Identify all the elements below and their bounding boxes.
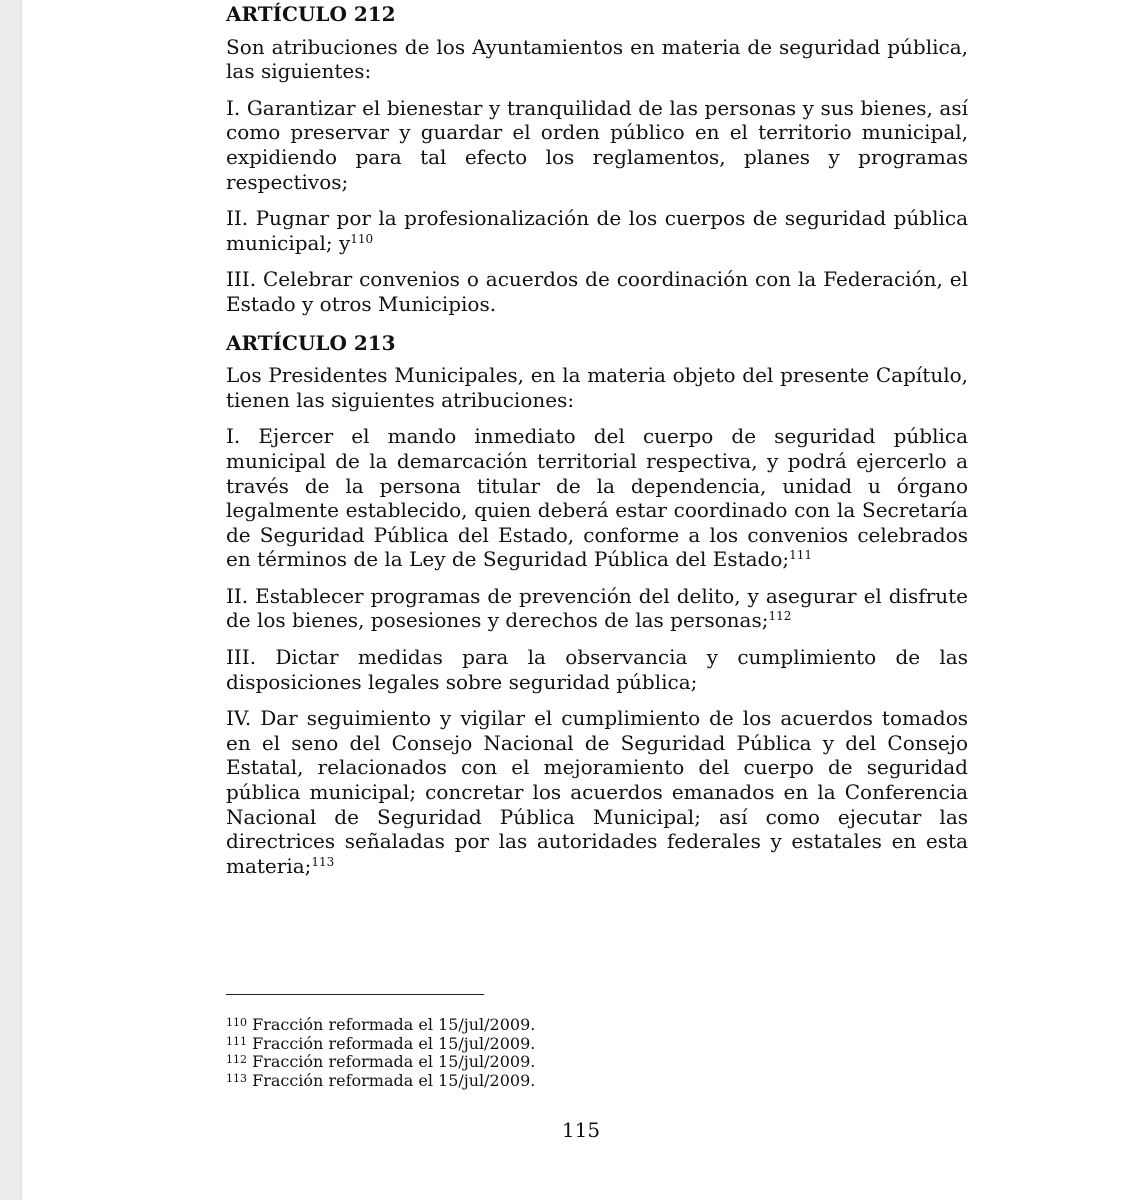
article-heading: ARTÍCULO 212	[226, 2, 396, 26]
footnote-reference: 113	[311, 854, 335, 869]
footnote-number: 112	[226, 1053, 247, 1067]
article-fraction: III. Celebrar convenios o acuerdos de coordinación con la Federación, el Estado y otros Municipios.	[226, 267, 968, 316]
article-fraction: III. Dictar medidas para la observancia y cumplimiento de las disposiciones legales sobre seguridad pública;	[226, 645, 968, 694]
footnote-text: Fracción reformada el 15/jul/2009.	[252, 1070, 536, 1090]
footnote-text: Fracción reformada el 15/jul/2009.	[252, 1015, 536, 1034]
page-content	[226, 0, 968, 890]
footnote-item	[226, 1035, 535, 1054]
article-fraction: I. Garantizar el bienestar y tranquilidad de las personas y sus bienes, así como preservar y guardar el orden público en el territorio municipal, expidiendo para tal efecto los reglamentos, planes y programas respectivos;	[226, 95, 968, 194]
footnote-separator	[226, 994, 484, 995]
document-page	[22, 0, 1140, 1200]
footnote-reference: 111	[789, 548, 813, 563]
article-heading: ARTÍCULO 213	[226, 330, 396, 355]
article-fraction: II. Establecer programas de prevención del delito, y asegurar el disfrute de los bienes, posesiones y derechos de las personas;$^{112}$	[226, 583, 968, 633]
footnote-number: 113	[226, 1071, 247, 1085]
article-fraction: II. Pugnar por la profesionalización de los cuerpos de seguridad pública municipal; $y^{110}$	[226, 206, 968, 255]
article-fraction: IV. Dar seguimiento y vigilar el cumplimiento de los acuerdos tomados en el seno del Consejo Nacional de Seguridad Pública y del Consejo Estatal, relacionados con el mejoramiento del cuerpo de seguridad pública municipal; concretar los acuerdos emanados en la Conferencia Nacional de Seguridad Pública Municipal; así como ejecutar las directrices señaladas por las autoridades federales y estatales en esta materia;$^{113}$	[226, 706, 968, 878]
footnote-text: Fracción reformada el 15/jul/2009.	[252, 1033, 536, 1053]
article-fraction: I. Ejercer el mando inmediato del cuerpo de seguridad pública municipal de la demarcación territorial respectiva, y podrá ejercerlo a través de la persona titular de la dependencia, unidad u órgano legalmente establecido, quien deberá estar coordinado con la Secretaría de Seguridad Pública del Estado, conforme a los convenios celebrados en términos de la Ley de Seguridad Pública del Estado;$^{111}$	[226, 424, 968, 572]
page-number: 115	[561, 1118, 601, 1142]
footnote-reference: 110	[350, 231, 374, 246]
article-212	[226, 2, 968, 317]
article-intro: Los Presidentes Municipales, en la materia objeto del presente Capítulo, tienen las siguientes atribuciones:	[226, 363, 968, 412]
footnote-item	[226, 1072, 535, 1091]
footnote-text: Fracción reformada el 15/jul/2009.	[252, 1052, 536, 1072]
footnotes	[226, 1016, 535, 1090]
footnote-number: 111	[226, 1034, 247, 1048]
footnote-number: 110	[226, 1016, 247, 1029]
article-intro: Son atribuciones de los Ayuntamientos en materia de seguridad pública, las siguientes:	[226, 34, 968, 84]
article-213	[226, 331, 968, 879]
footnote-item	[226, 1053, 535, 1072]
footnote-item	[226, 1016, 535, 1035]
footnote-reference: 112	[768, 609, 792, 624]
